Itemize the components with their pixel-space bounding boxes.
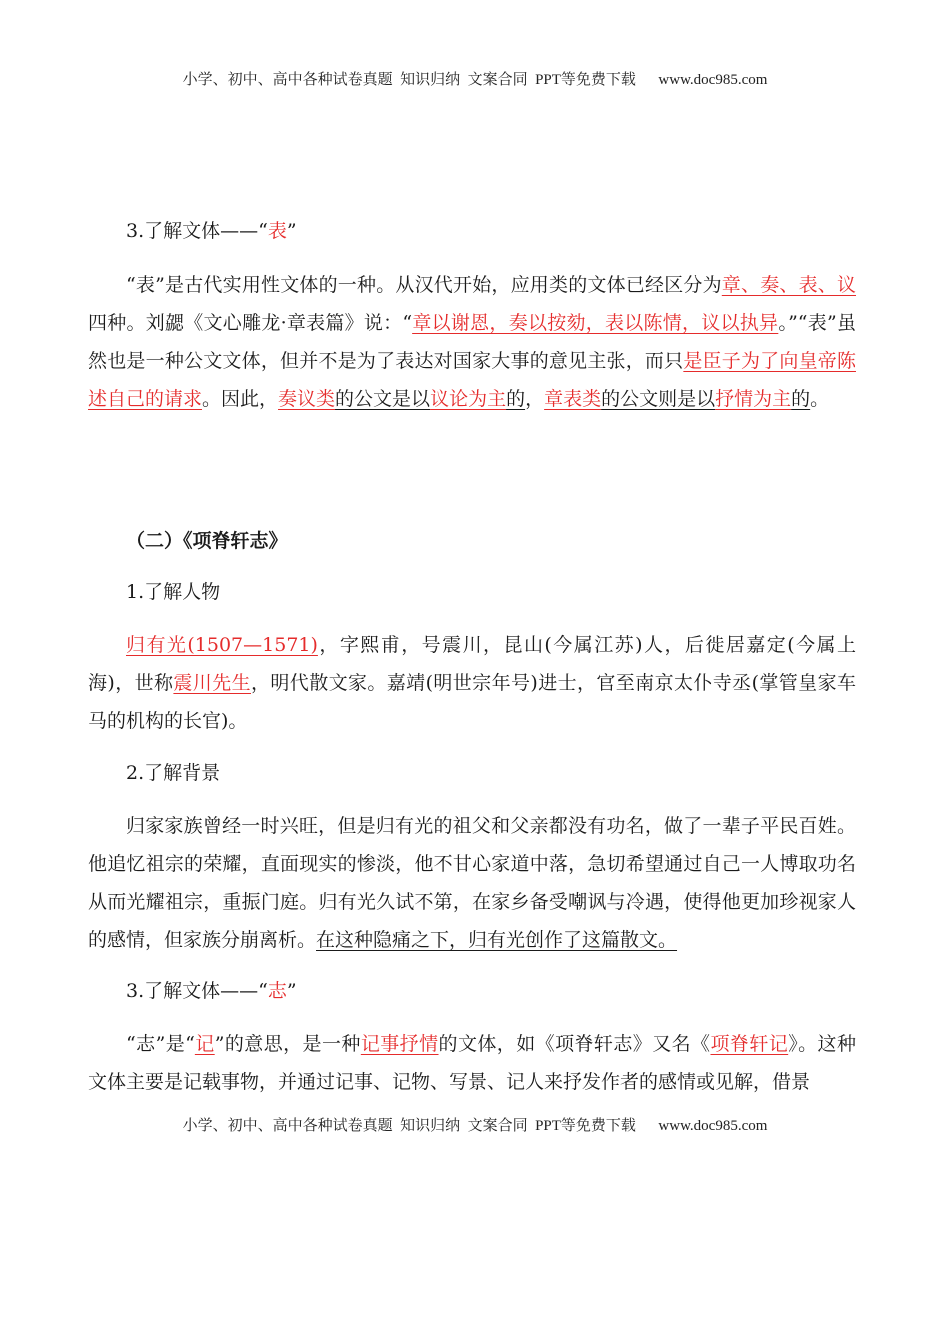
text: 归家家族曾经一时兴旺，但是归有光的祖父和父亲都没有功名，做了一辈子平民百姓。他追忆祖宗的荣耀，直面现实的惨淡，他不甘心家道中落，急切希望通过自己一人博取功名从而光耀祖宗，重振门庭。归有光久试不第，在家乡备受嘲讽与冷遇，使得他更加珍视家人的感情，但家族分崩离析。 bbox=[88, 815, 856, 951]
section-heading-zhi bbox=[88, 972, 894, 1010]
paragraph-zhi bbox=[88, 1025, 856, 1101]
text: 。”“表”虽然也是一种公文文体，但并不是为了表达对国家大事的意见主张，而只 bbox=[88, 312, 856, 372]
text: ，明代散文家。嘉靖(明世宗年号)进士，官至南京太仆寺丞(掌管皇家车马的机构的长官)。 bbox=[88, 672, 856, 732]
text: 四种。刘勰《文心雕龙·章表篇》说：“ bbox=[88, 312, 413, 334]
text: 。 bbox=[810, 388, 830, 410]
paragraph-person bbox=[88, 626, 856, 740]
highlight: 章表类 bbox=[544, 388, 602, 410]
paragraph-background bbox=[88, 807, 856, 959]
text: “志”是“ bbox=[126, 1033, 195, 1055]
underline: 在这种隐痛之下，归有光创作了这篇散文。 bbox=[316, 929, 678, 951]
text: 》。这种文体主要是记载事物，并通过记事、记物、写景、记人来抒发作者的感情或见解，借景 bbox=[88, 1033, 856, 1093]
heading-term: 表 bbox=[267, 220, 287, 242]
subheading-background: 2.了解背景 bbox=[126, 762, 221, 784]
highlight: 记事抒情 bbox=[360, 1033, 439, 1055]
heading-prefix: 3.了解文体——“ bbox=[126, 220, 268, 242]
text: ， bbox=[525, 388, 545, 410]
text: ，字熙甫，号震川，昆山(今属江苏)人，后徙居嘉定(今属上海)，世称 bbox=[88, 634, 856, 694]
text: ”的意思，是一种 bbox=[214, 1033, 361, 1055]
underline: 的 bbox=[506, 388, 526, 410]
paragraph-biao bbox=[88, 266, 856, 418]
text: 的文体，如《项脊轩志》又名《 bbox=[438, 1033, 711, 1055]
underline: 的 bbox=[791, 388, 811, 410]
highlight: 是臣子为了向皇帝陈述自己的请求 bbox=[88, 350, 856, 410]
highlight: 奏议类 bbox=[278, 388, 336, 410]
page-footer: 小学、初中、高中各种试卷真题 知识归纳 文案合同 PPT等免费下载 www.doc985.com bbox=[182, 1118, 768, 1134]
heading-suffix: ” bbox=[286, 220, 297, 242]
subheading-person: 1.了解人物 bbox=[126, 581, 221, 603]
page-header: 小学、初中、高中各种试卷真题 知识归纳 文案合同 PPT等免费下载 www.doc985.com bbox=[182, 72, 768, 88]
highlight: 议论为主 bbox=[430, 388, 507, 410]
section-heading-biao bbox=[88, 212, 894, 250]
highlight: 记 bbox=[194, 1033, 215, 1055]
heading-suffix: ” bbox=[286, 980, 297, 1002]
highlight: 抒情为主 bbox=[715, 388, 792, 410]
highlight: 震川先生 bbox=[173, 672, 251, 694]
underline: 的公文是以 bbox=[335, 388, 431, 410]
heading-prefix: 3.了解文体——“ bbox=[126, 980, 268, 1002]
underline: 的公文则是以 bbox=[601, 388, 716, 410]
highlight: 归有光(1507—1571) bbox=[126, 634, 318, 656]
highlight: 章、奏、表、议 bbox=[721, 274, 856, 296]
highlight: 章以谢恩，奏以按劾，表以陈情，议以执异 bbox=[412, 312, 779, 334]
heading-term: 志 bbox=[267, 980, 287, 1002]
section-title-xiangjixuanzhi: （二）《项脊轩志》 bbox=[126, 530, 288, 552]
text: 。因此， bbox=[202, 388, 279, 410]
text: “表”是古代实用性文体的一种。从汉代开始，应用类的文体已经区分为 bbox=[126, 274, 722, 296]
highlight: 项脊轩记 bbox=[710, 1033, 789, 1055]
